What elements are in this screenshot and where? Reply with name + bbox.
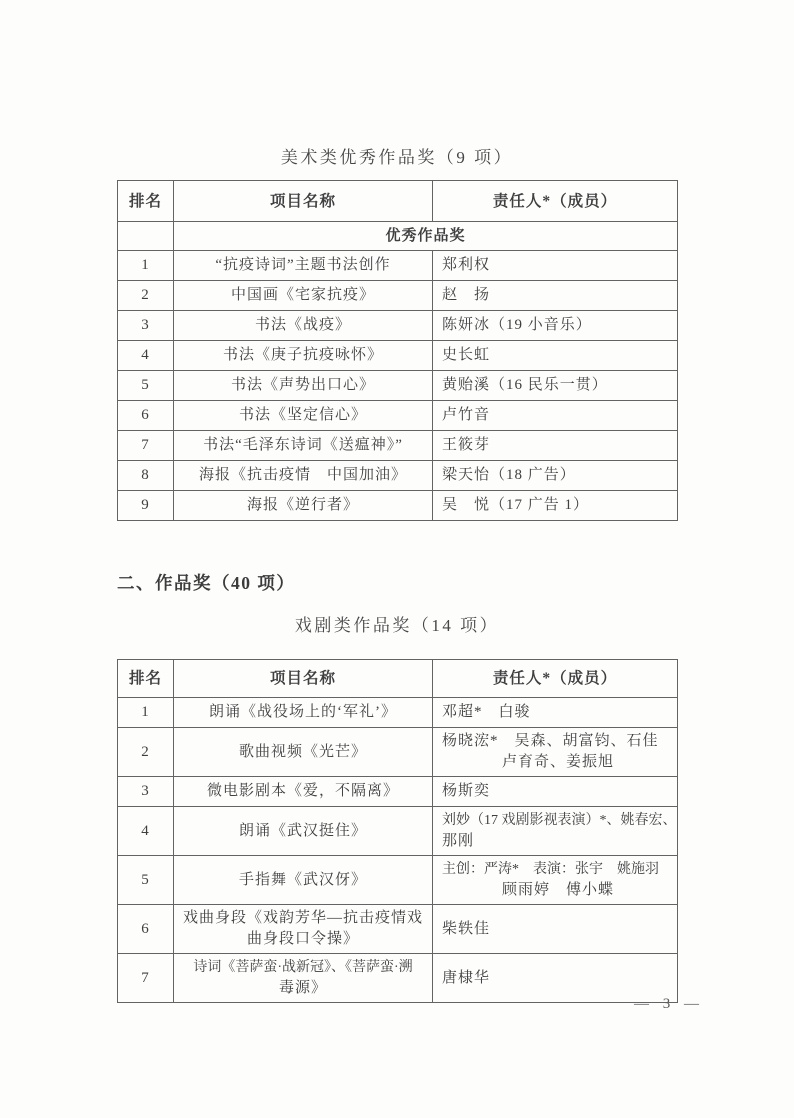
rank-cell: 7: [118, 954, 174, 1003]
project-name-cell: [174, 777, 433, 807]
table-row: [118, 251, 678, 281]
rank-cell: 2: [118, 281, 174, 311]
responsible-line: 柴轶佳: [442, 920, 491, 937]
table-row: [118, 954, 678, 1003]
table-row: [118, 311, 678, 341]
table-row: [118, 856, 678, 905]
rank-cell: 4: [118, 807, 174, 856]
project-name-cell: 海报《逆行者》: [174, 491, 433, 521]
responsible-line: 主创：严涛* 表演：张宇 姚施羽: [442, 862, 659, 877]
header-project-name: 项目名称: [174, 660, 433, 698]
responsible-cell: 黄贻溪（16 民乐一贯）: [433, 371, 678, 401]
responsible-cell: 赵 扬: [433, 281, 678, 311]
header-responsible: 责任人*（成员）: [433, 181, 678, 222]
project-name-line: 歌曲视频《光芒》: [238, 743, 367, 760]
table-row: [118, 341, 678, 371]
header-project-name: 项目名称: [174, 181, 433, 222]
rank-cell: 9: [118, 491, 174, 521]
project-name-cell: 书法“毛泽东诗词《送瘟神》”: [174, 431, 433, 461]
rank-cell: 1: [118, 698, 174, 728]
project-name-cell: [174, 905, 433, 954]
rank-cell: 2: [118, 728, 174, 777]
rank-cell: 5: [118, 371, 174, 401]
project-name-cell: 书法《坚定信心》: [174, 401, 433, 431]
responsible-cell: 郑利权: [433, 251, 678, 281]
project-name-line: 朗诵《武汉挺住》: [238, 822, 367, 839]
responsible-line: 顾雨婷 傅小蝶: [501, 882, 614, 898]
table-header-row: [118, 181, 678, 222]
table-row: [118, 371, 678, 401]
responsible-line: 唐棣华: [442, 969, 491, 986]
drama-awards-title: 戏剧类作品奖（14 项）: [294, 616, 500, 635]
responsible-cell: 吴 悦（17 广告 1）: [433, 491, 678, 521]
project-name-line: 毒源》: [278, 980, 327, 996]
responsible-cell: [433, 807, 678, 856]
subheader-row: [118, 222, 678, 251]
responsible-line: 杨晓浤* 吴森、胡富钧、石佳: [442, 733, 659, 749]
table-row: [118, 905, 678, 954]
rank-cell: 4: [118, 341, 174, 371]
project-name-cell: [174, 954, 433, 1003]
drama-awards-table: [117, 659, 678, 1003]
art-awards-title: 美术类优秀作品奖（9 项）: [280, 148, 514, 167]
project-name-cell: 海报《抗击疫情 中国加油》: [174, 461, 433, 491]
table-row: [118, 777, 678, 807]
responsible-line: 那刚: [442, 833, 475, 849]
project-name-cell: 中国画《宅家抗疫》: [174, 281, 433, 311]
rank-cell: 5: [118, 856, 174, 905]
responsible-cell: [433, 698, 678, 728]
responsible-cell: [433, 856, 678, 905]
page-number: — 3 —: [634, 996, 704, 1012]
rank-cell: 7: [118, 431, 174, 461]
project-name-line: 诗词《菩萨蛮·战新冠》、《菩萨蛮·溯: [193, 960, 413, 975]
table-header-row: [118, 660, 678, 698]
responsible-cell: 梁天怡（18 广告）: [433, 461, 678, 491]
project-name-line: 朗诵《战役场上的‘军礼’》: [209, 704, 397, 720]
rank-cell: 6: [118, 401, 174, 431]
table-row: [118, 431, 678, 461]
rank-cell: 6: [118, 905, 174, 954]
table-row: [118, 281, 678, 311]
project-name-line: 手指舞《武汉伢》: [238, 871, 367, 888]
project-name-line: 戏曲身段《戏韵芳华—抗击疫情戏: [182, 910, 423, 926]
responsible-cell: 王筱芽: [433, 431, 678, 461]
header-responsible: 责任人*（成员）: [433, 660, 678, 698]
table-row: [118, 401, 678, 431]
responsible-cell: 卢竹音: [433, 401, 678, 431]
table-row: [118, 728, 678, 777]
header-rank: 排名: [118, 660, 174, 698]
art-awards-table: [117, 180, 678, 521]
project-name-cell: 书法《战疫》: [174, 311, 433, 341]
rank-cell: 3: [118, 777, 174, 807]
works-award-section-heading: 二、作品奖（40 项）: [117, 573, 296, 593]
table-row: [118, 461, 678, 491]
project-name-cell: [174, 856, 433, 905]
subheader-label: 优秀作品奖: [174, 222, 678, 251]
table-row: [118, 491, 678, 521]
responsible-line: 卢育奇、姜振旭: [501, 754, 614, 770]
responsible-cell: [433, 728, 678, 777]
project-name-cell: [174, 807, 433, 856]
responsible-cell: [433, 905, 678, 954]
project-name-cell: “抗疫诗词”主题书法创作: [174, 251, 433, 281]
project-name-cell: [174, 728, 433, 777]
responsible-line: 刘妙（17 戏剧影视表演）*、姚春宏、: [442, 813, 677, 828]
project-name-cell: [174, 698, 433, 728]
responsible-line: 邓超* 白骏: [442, 704, 531, 720]
project-name-line: 曲身段口令操》: [246, 931, 359, 947]
responsible-cell: [433, 777, 678, 807]
subheader-empty-cell: [118, 222, 174, 251]
rank-cell: 1: [118, 251, 174, 281]
responsible-line: 杨斯奕: [442, 783, 491, 799]
rank-cell: 3: [118, 311, 174, 341]
project-name-cell: 书法《声势出口心》: [174, 371, 433, 401]
table-row: [118, 807, 678, 856]
header-rank: 排名: [118, 181, 174, 222]
rank-cell: 8: [118, 461, 174, 491]
project-name-cell: 书法《庚子抗疫咏怀》: [174, 341, 433, 371]
responsible-cell: 陈妍冰（19 小音乐）: [433, 311, 678, 341]
table-row: [118, 698, 678, 728]
project-name-line: 微电影剧本《爱，不隔离》: [206, 783, 399, 799]
responsible-cell: 史长虹: [433, 341, 678, 371]
